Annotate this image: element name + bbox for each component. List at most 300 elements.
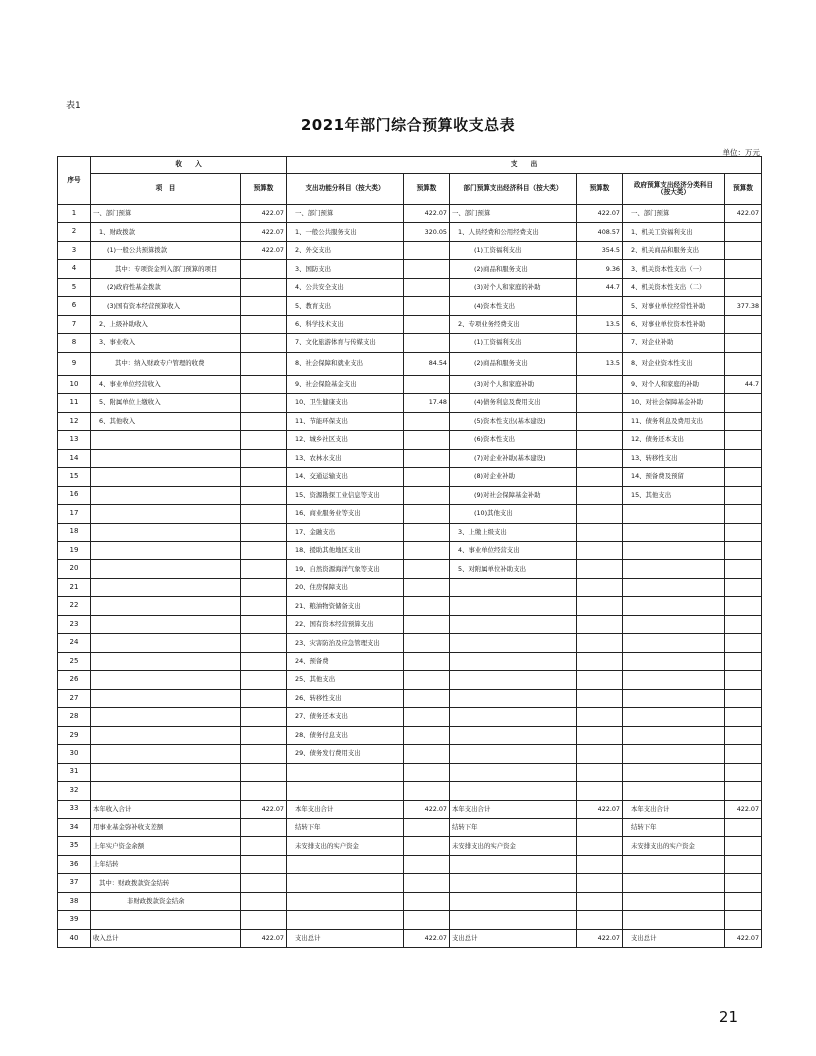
seq-cell: 12 <box>58 412 91 430</box>
gov-econ-amount-cell <box>725 855 762 873</box>
dept-econ-amount-cell <box>577 782 623 800</box>
income-item-cell <box>91 782 241 800</box>
dept-econ-cell: 支出总计 <box>450 929 577 947</box>
dept-econ-amount-cell <box>577 523 623 541</box>
table-row <box>58 929 762 947</box>
income-amount-cell <box>241 394 287 412</box>
gov-econ-amount-cell <box>725 634 762 652</box>
func-subject-cell: 23、灾害防治及应急管理支出 <box>287 634 404 652</box>
income-item-cell: 一、部门预算 <box>91 205 241 223</box>
func-amount-cell <box>404 837 450 855</box>
gov-econ-cell: 15、其他支出 <box>623 486 725 504</box>
dept-econ-cell <box>450 689 577 707</box>
dept-econ-cell <box>450 634 577 652</box>
func-amount-cell <box>404 241 450 259</box>
func-subject-cell: 22、国有资本经营预算支出 <box>287 615 404 633</box>
table-row <box>58 241 762 259</box>
func-amount-cell <box>404 819 450 837</box>
income-item-cell: 其中：纳入财政专户管理的收费 <box>91 352 241 375</box>
income-item-cell <box>91 597 241 615</box>
func-amount-cell <box>404 763 450 781</box>
gov-econ-amount-cell <box>725 671 762 689</box>
gov-econ-amount-cell: 377.38 <box>725 297 762 315</box>
func-subject-cell: 6、科学技术支出 <box>287 315 404 333</box>
income-amount-cell <box>241 671 287 689</box>
dept-econ-amount-cell <box>577 560 623 578</box>
dept-econ-amount-cell: 13.5 <box>577 352 623 375</box>
gov-econ-amount-cell <box>725 541 762 559</box>
income-amount-cell <box>241 726 287 744</box>
dept-econ-amount-cell <box>577 745 623 763</box>
table-row <box>58 468 762 486</box>
dept-econ-cell <box>450 708 577 726</box>
func-subject-cell: 12、城乡社区支出 <box>287 431 404 449</box>
table-row <box>58 297 762 315</box>
income-item-cell: 5、附属单位上缴收入 <box>91 394 241 412</box>
func-amount-cell <box>404 560 450 578</box>
seq-cell: 27 <box>58 689 91 707</box>
func-amount-cell <box>404 874 450 892</box>
income-amount-cell <box>241 541 287 559</box>
table-row <box>58 892 762 910</box>
income-item-cell <box>91 615 241 633</box>
table-row <box>58 223 762 241</box>
dept-econ-amount-cell: 9.36 <box>577 260 623 278</box>
seq-cell: 30 <box>58 745 91 763</box>
header-expense: 支 出 <box>287 157 762 174</box>
func-subject-cell: 11、节能环保支出 <box>287 412 404 430</box>
func-subject-cell: 本年支出合计 <box>287 800 404 818</box>
gov-econ-cell <box>623 745 725 763</box>
dept-econ-cell <box>450 782 577 800</box>
dept-econ-cell <box>450 892 577 910</box>
table-row <box>58 671 762 689</box>
income-item-cell: 1、财政拨款 <box>91 223 241 241</box>
income-item-cell <box>91 578 241 596</box>
income-item-cell <box>91 652 241 670</box>
dept-econ-cell: (4)资本性支出 <box>450 297 577 315</box>
gov-econ-amount-cell <box>725 615 762 633</box>
func-subject-cell: 28、债务付息支出 <box>287 726 404 744</box>
dept-econ-amount-cell: 422.07 <box>577 800 623 818</box>
income-item-cell: 2、上级补助收入 <box>91 315 241 333</box>
gov-econ-cell <box>623 597 725 615</box>
gov-econ-cell <box>623 892 725 910</box>
gov-econ-cell <box>623 505 725 523</box>
seq-cell: 13 <box>58 431 91 449</box>
func-amount-cell <box>404 297 450 315</box>
income-item-cell <box>91 708 241 726</box>
table-row <box>58 260 762 278</box>
header-income: 收 入 <box>91 157 287 174</box>
func-amount-cell <box>404 911 450 929</box>
seq-cell: 20 <box>58 560 91 578</box>
dept-econ-cell: (1)工资福利支出 <box>450 334 577 352</box>
gov-econ-amount-cell <box>725 726 762 744</box>
func-subject-cell: 13、农林水支出 <box>287 449 404 467</box>
income-amount-cell <box>241 855 287 873</box>
header-item: 项 目 <box>91 174 241 205</box>
func-amount-cell: 17.48 <box>404 394 450 412</box>
func-amount-cell <box>404 412 450 430</box>
income-amount-cell <box>241 334 287 352</box>
income-item-cell: (2)政府性基金拨款 <box>91 278 241 296</box>
table-row <box>58 837 762 855</box>
header-budget: 预算数 <box>577 174 623 205</box>
table-row <box>58 486 762 504</box>
func-amount-cell <box>404 708 450 726</box>
func-amount-cell <box>404 726 450 744</box>
dept-econ-amount-cell <box>577 634 623 652</box>
table-row <box>58 597 762 615</box>
gov-econ-cell: 11、债务利息及费用支出 <box>623 412 725 430</box>
dept-econ-amount-cell <box>577 837 623 855</box>
gov-econ-amount-cell <box>725 315 762 333</box>
dept-econ-cell <box>450 671 577 689</box>
table-row <box>58 726 762 744</box>
func-amount-cell <box>404 505 450 523</box>
income-item-cell <box>91 486 241 504</box>
func-subject-cell: 9、社会保险基金支出 <box>287 375 404 393</box>
dept-econ-amount-cell: 354.5 <box>577 241 623 259</box>
gov-econ-cell: 14、预备费及预留 <box>623 468 725 486</box>
func-amount-cell <box>404 468 450 486</box>
income-item-cell: 上年实户资金余额 <box>91 837 241 855</box>
dept-econ-amount-cell <box>577 486 623 504</box>
dept-econ-cell: 一、部门预算 <box>450 205 577 223</box>
gov-econ-amount-cell <box>725 223 762 241</box>
income-amount-cell <box>241 634 287 652</box>
table-row <box>58 278 762 296</box>
income-amount-cell <box>241 615 287 633</box>
income-item-cell: 非财政拨款资金结余 <box>91 892 241 910</box>
gov-econ-amount-cell: 44.7 <box>725 375 762 393</box>
gov-econ-amount-cell <box>725 431 762 449</box>
income-item-cell: 用事业基金弥补收支差额 <box>91 819 241 837</box>
func-subject-cell: 4、公共安全支出 <box>287 278 404 296</box>
income-amount-cell <box>241 297 287 315</box>
table-row <box>58 431 762 449</box>
table-row <box>58 523 762 541</box>
func-subject-cell: 25、其他支出 <box>287 671 404 689</box>
gov-econ-cell <box>623 763 725 781</box>
table-row <box>58 763 762 781</box>
gov-econ-cell: 3、机关资本性支出（一） <box>623 260 725 278</box>
dept-econ-amount-cell <box>577 505 623 523</box>
table-row <box>58 449 762 467</box>
seq-cell: 29 <box>58 726 91 744</box>
gov-econ-cell <box>623 560 725 578</box>
gov-econ-amount-cell <box>725 278 762 296</box>
header-gov-econ <box>623 174 725 205</box>
func-amount-cell <box>404 892 450 910</box>
gov-econ-cell <box>623 689 725 707</box>
func-amount-cell <box>404 782 450 800</box>
dept-econ-amount-cell: 44.7 <box>577 278 623 296</box>
func-subject-cell: 20、住房保障支出 <box>287 578 404 596</box>
dept-econ-amount-cell <box>577 541 623 559</box>
gov-econ-cell <box>623 855 725 873</box>
seq-cell: 9 <box>58 352 91 375</box>
income-amount-cell <box>241 708 287 726</box>
income-amount-cell <box>241 819 287 837</box>
income-item-cell: 其中：专项资金列入部门预算的项目 <box>91 260 241 278</box>
seq-cell: 28 <box>58 708 91 726</box>
dept-econ-amount-cell <box>577 874 623 892</box>
income-item-cell <box>91 468 241 486</box>
gov-econ-amount-cell <box>725 763 762 781</box>
gov-econ-amount-cell <box>725 597 762 615</box>
gov-econ-cell: 本年支出合计 <box>623 800 725 818</box>
func-subject-cell: 15、资源勘探工业信息等支出 <box>287 486 404 504</box>
gov-econ-cell: 9、对个人和家庭的补助 <box>623 375 725 393</box>
table-row <box>58 874 762 892</box>
gov-econ-cell: 6、对事业单位资本性补助 <box>623 315 725 333</box>
dept-econ-cell: (2)商品和服务支出 <box>450 260 577 278</box>
func-amount-cell <box>404 449 450 467</box>
header-budget: 预算数 <box>404 174 450 205</box>
table-row <box>58 315 762 333</box>
dept-econ-cell: (9)对社会保障基金补助 <box>450 486 577 504</box>
table-row <box>58 819 762 837</box>
income-amount-cell: 422.07 <box>241 223 287 241</box>
table-number: 表1 <box>66 101 81 111</box>
gov-econ-cell <box>623 578 725 596</box>
gov-econ-cell: 5、对事业单位经常性补助 <box>623 297 725 315</box>
income-item-cell: 上年结转 <box>91 855 241 873</box>
func-amount-cell <box>404 334 450 352</box>
gov-econ-cell: 2、机关商品和服务支出 <box>623 241 725 259</box>
func-amount-cell <box>404 597 450 615</box>
gov-econ-amount-cell <box>725 523 762 541</box>
table-row <box>58 634 762 652</box>
dept-econ-amount-cell: 422.07 <box>577 929 623 947</box>
func-amount-cell: 84.54 <box>404 352 450 375</box>
seq-cell: 36 <box>58 855 91 873</box>
income-item-cell: 本年收入合计 <box>91 800 241 818</box>
dept-econ-amount-cell: 408.57 <box>577 223 623 241</box>
dept-econ-cell <box>450 652 577 670</box>
seq-cell: 6 <box>58 297 91 315</box>
gov-econ-cell: 一、部门预算 <box>623 205 725 223</box>
gov-econ-cell <box>623 911 725 929</box>
func-subject-cell: 14、交通运输支出 <box>287 468 404 486</box>
gov-econ-cell: 支出总计 <box>623 929 725 947</box>
func-subject-cell <box>287 892 404 910</box>
func-amount-cell <box>404 260 450 278</box>
gov-econ-cell <box>623 671 725 689</box>
func-amount-cell: 422.07 <box>404 800 450 818</box>
seq-cell: 10 <box>58 375 91 393</box>
seq-cell: 33 <box>58 800 91 818</box>
gov-econ-amount-cell <box>725 505 762 523</box>
gov-econ-cell: 4、机关资本性支出（二） <box>623 278 725 296</box>
dept-econ-amount-cell <box>577 911 623 929</box>
gov-econ-amount-cell: 422.07 <box>725 800 762 818</box>
func-subject-cell: 16、商业服务业等支出 <box>287 505 404 523</box>
seq-cell: 35 <box>58 837 91 855</box>
header-func-subject: 支出功能分科目（按大类） <box>287 174 404 205</box>
dept-econ-cell <box>450 726 577 744</box>
income-amount-cell <box>241 486 287 504</box>
gov-econ-amount-cell <box>725 334 762 352</box>
income-amount-cell <box>241 431 287 449</box>
dept-econ-amount-cell <box>577 855 623 873</box>
func-amount-cell <box>404 375 450 393</box>
func-amount-cell <box>404 615 450 633</box>
gov-econ-cell <box>623 726 725 744</box>
gov-econ-amount-cell <box>725 745 762 763</box>
func-subject-cell: 1、一般公共服务支出 <box>287 223 404 241</box>
income-amount-cell <box>241 560 287 578</box>
income-item-cell <box>91 505 241 523</box>
func-subject-cell <box>287 855 404 873</box>
func-subject-cell: 27、债务还本支出 <box>287 708 404 726</box>
table-row <box>58 911 762 929</box>
dept-econ-amount-cell <box>577 297 623 315</box>
func-amount-cell <box>404 671 450 689</box>
dept-econ-cell: (10)其他支出 <box>450 505 577 523</box>
table-row <box>58 505 762 523</box>
func-subject-cell: 5、教育支出 <box>287 297 404 315</box>
func-amount-cell: 320.05 <box>404 223 450 241</box>
func-subject-cell: 一、部门预算 <box>287 205 404 223</box>
dept-econ-amount-cell <box>577 726 623 744</box>
gov-econ-cell: 12、债务还本支出 <box>623 431 725 449</box>
income-amount-cell <box>241 352 287 375</box>
dept-econ-cell: (4)债务利息及费用支出 <box>450 394 577 412</box>
seq-cell: 5 <box>58 278 91 296</box>
func-subject-cell: 19、自然资源海洋气象等支出 <box>287 560 404 578</box>
dept-econ-cell <box>450 745 577 763</box>
income-amount-cell: 422.07 <box>241 929 287 947</box>
table-row <box>58 541 762 559</box>
income-item-cell <box>91 431 241 449</box>
func-subject-cell: 17、金融支出 <box>287 523 404 541</box>
budget-summary-table <box>57 156 762 948</box>
income-amount-cell <box>241 449 287 467</box>
seq-cell: 26 <box>58 671 91 689</box>
table-row <box>58 800 762 818</box>
dept-econ-amount-cell <box>577 431 623 449</box>
seq-cell: 37 <box>58 874 91 892</box>
dept-econ-cell: 1、人员经费和公用经费支出 <box>450 223 577 241</box>
gov-econ-amount-cell: 422.07 <box>725 205 762 223</box>
seq-cell: 32 <box>58 782 91 800</box>
income-item-cell: (3)国有资本经营预算收入 <box>91 297 241 315</box>
dept-econ-amount-cell <box>577 412 623 430</box>
table-row <box>58 394 762 412</box>
header-row-columns <box>58 174 762 205</box>
income-amount-cell <box>241 578 287 596</box>
gov-econ-amount-cell <box>725 486 762 504</box>
gov-econ-amount-cell <box>725 412 762 430</box>
dept-econ-cell: 3、上缴上级支出 <box>450 523 577 541</box>
income-amount-cell <box>241 745 287 763</box>
income-item-cell <box>91 634 241 652</box>
income-amount-cell <box>241 412 287 430</box>
gov-econ-cell: 1、机关工资福利支出 <box>623 223 725 241</box>
seq-cell: 3 <box>58 241 91 259</box>
dept-econ-cell: 未安排支出的实户资金 <box>450 837 577 855</box>
dept-econ-cell <box>450 597 577 615</box>
dept-econ-cell: 4、事业单位经营支出 <box>450 541 577 559</box>
gov-econ-cell <box>623 615 725 633</box>
income-amount-cell <box>241 523 287 541</box>
dept-econ-amount-cell <box>577 689 623 707</box>
dept-econ-amount-cell: 422.07 <box>577 205 623 223</box>
income-item-cell: 4、事业单位经营收入 <box>91 375 241 393</box>
dept-econ-cell: 本年支出合计 <box>450 800 577 818</box>
gov-econ-amount-cell <box>725 837 762 855</box>
dept-econ-cell: (3)对个人和家庭补助 <box>450 375 577 393</box>
income-amount-cell <box>241 278 287 296</box>
seq-cell: 22 <box>58 597 91 615</box>
table-row <box>58 745 762 763</box>
income-item-cell <box>91 726 241 744</box>
gov-econ-cell <box>623 652 725 670</box>
income-amount-cell <box>241 652 287 670</box>
func-subject-cell: 3、国防支出 <box>287 260 404 278</box>
income-amount-cell <box>241 468 287 486</box>
gov-econ-amount-cell <box>725 260 762 278</box>
page-number: 21 <box>718 1008 738 1026</box>
gov-econ-amount-cell <box>725 892 762 910</box>
dept-econ-amount-cell <box>577 652 623 670</box>
dept-econ-amount-cell <box>577 334 623 352</box>
dept-econ-amount-cell: 13.5 <box>577 315 623 333</box>
func-subject-cell <box>287 782 404 800</box>
func-subject-cell <box>287 874 404 892</box>
gov-econ-amount-cell <box>725 782 762 800</box>
dept-econ-cell: (7)对企业补助(基本建设) <box>450 449 577 467</box>
income-amount-cell <box>241 689 287 707</box>
header-budget: 预算数 <box>725 174 762 205</box>
income-amount-cell <box>241 597 287 615</box>
func-amount-cell <box>404 486 450 504</box>
dept-econ-cell <box>450 763 577 781</box>
dept-econ-cell <box>450 615 577 633</box>
table-row <box>58 708 762 726</box>
income-item-cell <box>91 541 241 559</box>
func-subject-cell: 7、文化旅游体育与传媒支出 <box>287 334 404 352</box>
table-row <box>58 652 762 670</box>
func-amount-cell: 422.07 <box>404 929 450 947</box>
seq-cell: 18 <box>58 523 91 541</box>
income-amount-cell <box>241 782 287 800</box>
gov-econ-cell: 13、转移性支出 <box>623 449 725 467</box>
func-amount-cell <box>404 652 450 670</box>
gov-econ-amount-cell <box>725 394 762 412</box>
table-body <box>58 205 762 948</box>
dept-econ-cell <box>450 911 577 929</box>
dept-econ-cell <box>450 855 577 873</box>
dept-econ-amount-cell <box>577 671 623 689</box>
income-item-cell <box>91 763 241 781</box>
table-row <box>58 689 762 707</box>
gov-econ-amount-cell <box>725 689 762 707</box>
func-amount-cell <box>404 689 450 707</box>
seq-cell: 40 <box>58 929 91 947</box>
table-row <box>58 334 762 352</box>
dept-econ-amount-cell <box>577 468 623 486</box>
dept-econ-amount-cell <box>577 375 623 393</box>
seq-cell: 17 <box>58 505 91 523</box>
income-amount-cell <box>241 892 287 910</box>
seq-cell: 11 <box>58 394 91 412</box>
gov-econ-cell <box>623 874 725 892</box>
seq-cell: 4 <box>58 260 91 278</box>
